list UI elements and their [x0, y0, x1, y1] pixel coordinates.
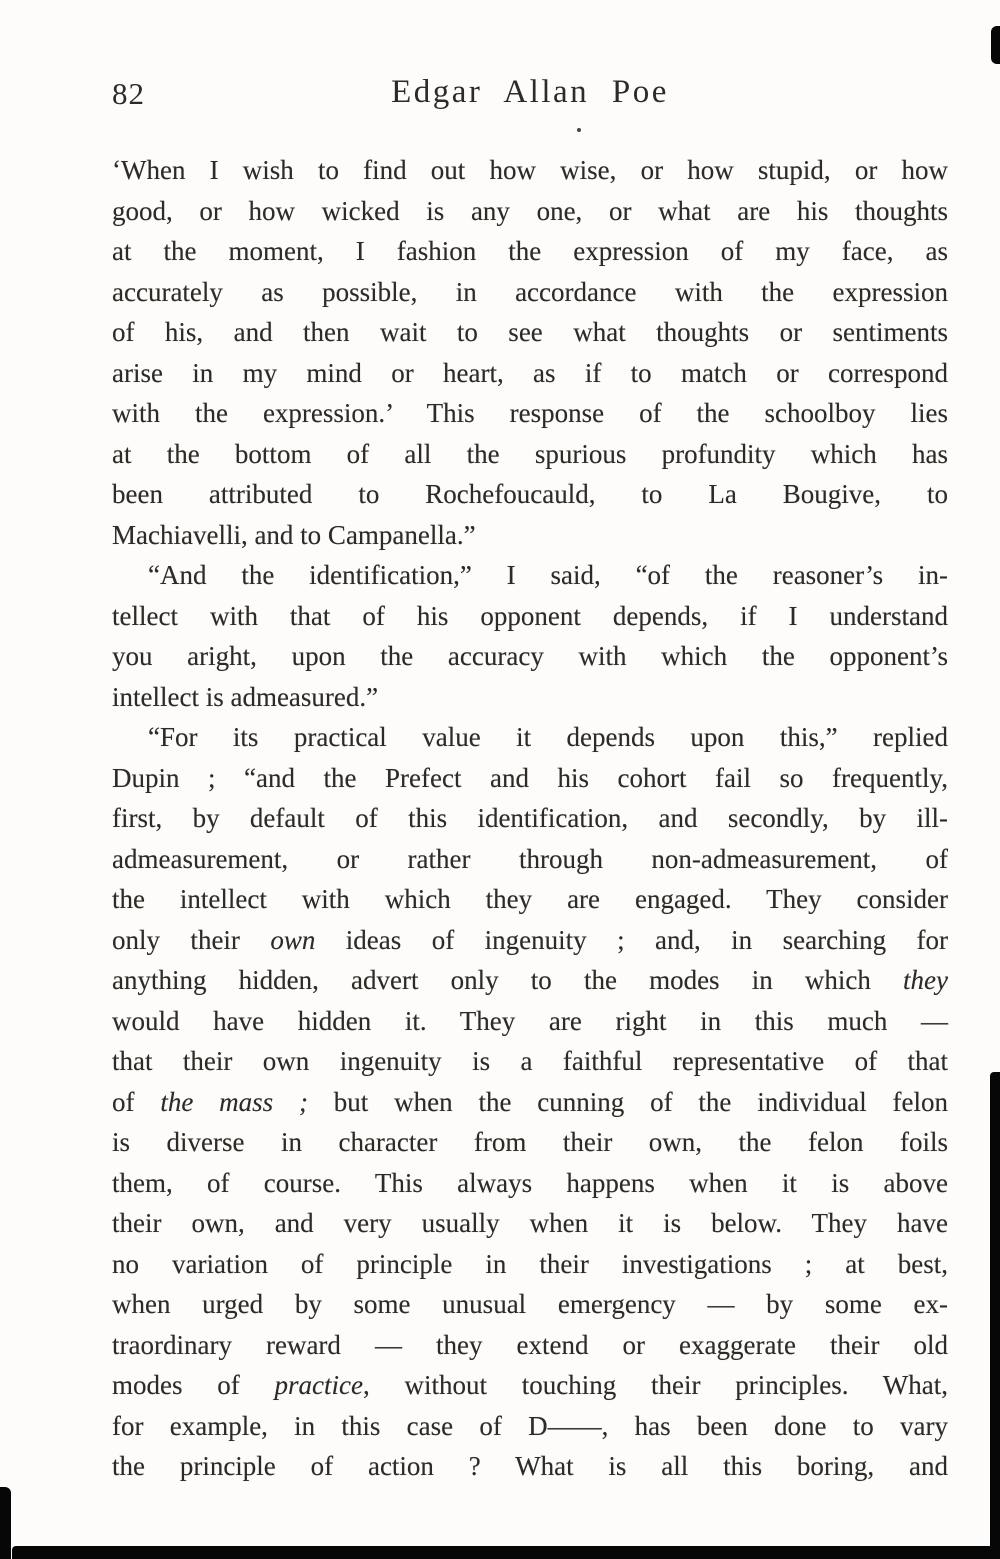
text-segment: of [112, 1086, 161, 1117]
text-segment: when urged by some unusual emergency — by some ex- [112, 1289, 948, 1319]
italic-text-segment: they [903, 965, 948, 995]
running-title: Edgar Allan Poe [391, 74, 669, 110]
text-line [112, 960, 948, 1001]
text-line [112, 272, 948, 313]
text-line [112, 191, 948, 232]
text-line [112, 920, 948, 961]
text-segment: with the expression.’ This response of the schoolboy lies [112, 398, 948, 428]
text-line [112, 1122, 948, 1163]
text-line [112, 515, 948, 556]
italic-text-segment: own [270, 924, 316, 955]
text-segment: tellect with that of his opponent depends, if I understand [112, 600, 948, 631]
text-segment: “And the identification,” I said, “of the reasoner’s in- [148, 560, 948, 590]
text-line [112, 231, 948, 272]
text-line [112, 839, 948, 880]
text-line [112, 677, 948, 718]
text-segment: that their own ingenuity is a faithful representative of that [112, 1046, 948, 1076]
scan-artifact-right-edge [990, 1072, 1000, 1559]
text-segment: of his, and then wait to see what thoughts or sentiments [112, 317, 948, 347]
scan-artifact-bottom-edge [12, 1546, 1000, 1559]
text-segment: intellect is admeasured.” [112, 681, 379, 712]
text-segment: first, by default of this identification, and secondly, by ill- [112, 803, 948, 833]
italic-text-segment: practice [274, 1370, 363, 1400]
text-segment: Machiavelli, and to Campanella.” [112, 519, 476, 550]
text-segment: anything hidden, advert only to the modes in which [112, 965, 904, 995]
text-line [112, 1001, 948, 1042]
text-segment: traordinary reward — they extend or exaggerate their old [112, 1329, 948, 1360]
text-line [112, 474, 948, 515]
text-line [112, 758, 948, 799]
text-segment: admeasurement, or rather through non-admeasurement, of [112, 843, 948, 874]
text-segment: ‘When I wish to find out how wise, or how stupid, or how [112, 155, 948, 185]
text-line [112, 312, 948, 353]
text-line [112, 1203, 948, 1244]
text-segment: ideas of ingenuity ; and, in searching for [315, 924, 948, 955]
text-line [112, 1041, 948, 1082]
text-line [112, 1365, 948, 1406]
page-number: 82 [112, 76, 145, 111]
text-line [112, 1284, 948, 1325]
text-line [112, 798, 948, 839]
text-line [112, 555, 948, 596]
text-segment: arise in my mind or heart, as if to match or correspond [112, 357, 948, 388]
text-segment: for example, in this case of D——, has been done to vary [112, 1410, 948, 1441]
text-segment: accurately as possible, in accordance with the expression [112, 276, 948, 307]
text-segment: but when the cunning of the individual felon [307, 1086, 948, 1117]
text-segment: no variation of principle in their investigations ; at best, [112, 1248, 948, 1279]
text-segment: at the bottom of all the spurious profundity which has [112, 438, 948, 469]
text-segment: , without touching their principles. What, [363, 1370, 949, 1400]
text-line [112, 879, 948, 920]
text-line [112, 596, 948, 637]
text-segment: only their [112, 924, 271, 955]
page-body [112, 150, 948, 1487]
text-line [112, 636, 948, 677]
stray-ink-dot [577, 128, 581, 132]
text-segment: “For its practical value it depends upon this,” replied [148, 722, 948, 752]
text-line [112, 434, 948, 475]
text-segment: would have hidden it. They are right in this much — [112, 1005, 948, 1036]
text-segment: the principle of action ? What is all this boring, and [112, 1451, 948, 1481]
text-line [112, 1446, 948, 1487]
text-segment: their own, and very usually when it is below. They have [112, 1208, 948, 1238]
text-segment: been attributed to Rochefoucauld, to La Bougive, to [112, 479, 948, 509]
text-segment: them, of course. This always happens when it is above [112, 1167, 948, 1198]
scan-artifact-top-right [991, 26, 1000, 64]
text-line [112, 717, 948, 758]
text-line [112, 1325, 948, 1366]
text-line [112, 1406, 948, 1447]
text-line [112, 353, 948, 394]
text-line [112, 150, 948, 191]
running-head [112, 74, 948, 118]
text-segment: the intellect with which they are engaged. They consider [112, 884, 948, 914]
text-line [112, 1163, 948, 1204]
scan-artifact-bottom-left [0, 1487, 11, 1559]
text-line [112, 1244, 948, 1285]
text-segment: Dupin ; “and the Prefect and his cohort fail so frequently, [112, 762, 948, 793]
text-segment: good, or how wicked is any one, or what are his thoughts [112, 195, 948, 226]
text-segment: at the moment, I fashion the expression of my face, as [112, 236, 948, 266]
text-line [112, 393, 948, 434]
italic-text-segment: the mass ; [160, 1086, 308, 1117]
text-segment: modes of [112, 1370, 275, 1400]
text-segment: you aright, upon the accuracy with which the opponent’s [112, 641, 948, 671]
text-line [112, 1082, 948, 1123]
text-segment: is diverse in character from their own, the felon foils [112, 1127, 948, 1157]
